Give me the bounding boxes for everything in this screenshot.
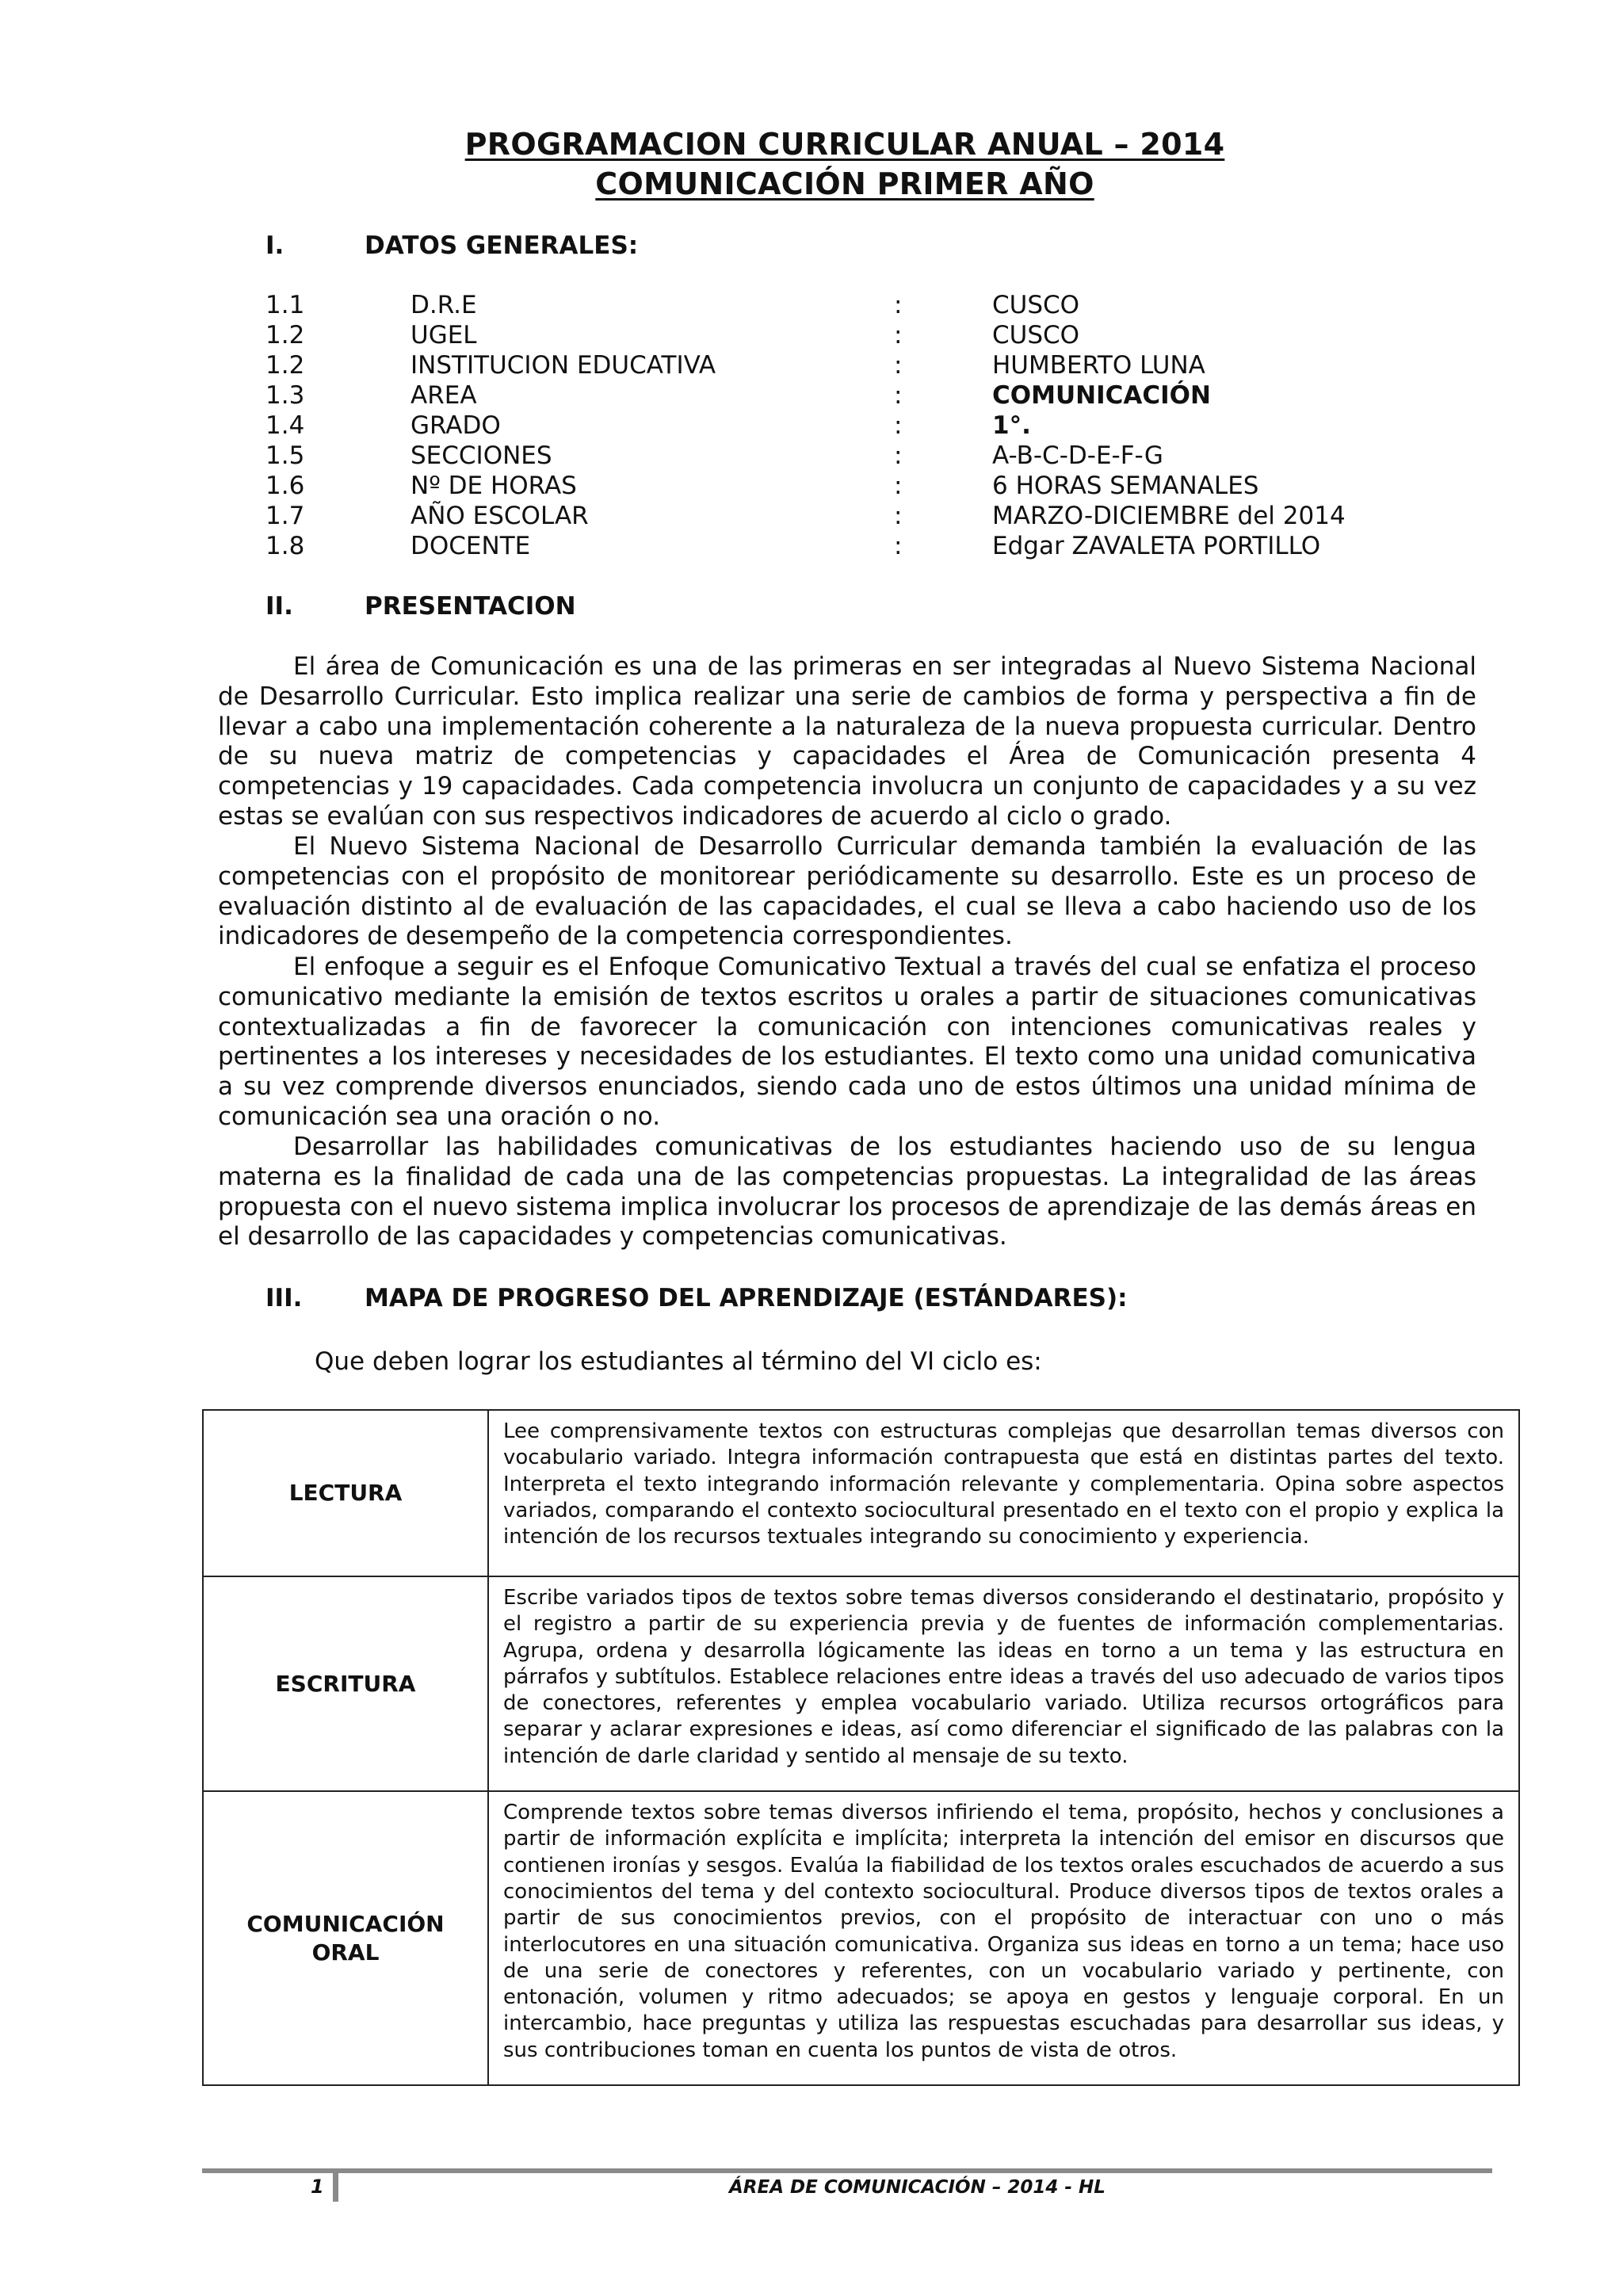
page-number: 1 (311, 2176, 324, 2198)
datos-number: 1.7 (265, 502, 305, 530)
datos-label: SECCIONES (411, 441, 552, 470)
datos-value: CUSCO (992, 321, 1080, 350)
datos-number: 1.4 (265, 411, 305, 440)
datos-label: INSTITUCION EDUCATIVA (411, 351, 716, 380)
datos-label: GRADO (411, 411, 501, 440)
datos-number: 1.6 (265, 472, 305, 500)
datos-number: 1.8 (265, 532, 305, 560)
section-number: III. (265, 1284, 303, 1312)
datos-value: CUSCO (992, 291, 1080, 319)
document-subtitle: COMUNICACIÓN PRIMER AÑO (595, 166, 1094, 201)
table-row (203, 1791, 1519, 2085)
footer-rule (202, 2168, 1492, 2173)
datos-value: 6 HORAS SEMANALES (992, 472, 1259, 500)
mapa-intro-text: Que deben lograr los estudiantes al término del VI ciclo es: (315, 1347, 1042, 1376)
datos-number: 1.2 (265, 351, 305, 380)
datos-label: UGEL (411, 321, 477, 350)
section-heading-mapa-progreso (0, 1284, 1623, 1316)
presentacion-paragraph: Desarrollar las habilidades comunicativas de los estudiantes haciendo uso de su lengua materna es la finalidad de cada una de las competencias propuestas. La integralidad de las áreas propuesta con el nuevo sistema implica involucrar los procesos de aprendizaje de las demás áreas en el desarrollo de las capacidades y competencias comunicativas. (218, 1133, 1476, 1251)
datos-value: HUMBERTO LUNA (992, 351, 1205, 380)
datos-row (0, 472, 1623, 502)
datos-row (0, 411, 1623, 441)
datos-colon: : (894, 502, 903, 530)
datos-colon: : (894, 441, 903, 470)
datos-value: 1°. (992, 411, 1031, 440)
section-heading-presentacion (0, 592, 1623, 624)
table-row (203, 1576, 1519, 1791)
section-heading-datos-generales (0, 231, 1623, 263)
datos-row (0, 291, 1623, 321)
presentacion-paragraph: El área de Comunicación es una de las primeras en ser integradas al Nuevo Sistema Nacional de Desarrollo Curricular. Esto implica realizar una serie de cambios de forma y perspectiva a fin de llevar a cabo una implementación coherente a la naturaleza de la nueva propuesta curricular. Dentro de su nueva matriz de competencias y capacidades el Área de Comunicación presenta 4 competencias y 19 capacidades. Cada competencia involucra un conjunto de capacidades y a su vez estas se evalúan con sus respectivos indicadores de acuerdo al ciclo o grado. (218, 652, 1476, 831)
datos-colon: : (894, 411, 903, 440)
datos-value: A-B-C-D-E-F-G (992, 441, 1163, 470)
section-title: DATOS GENERALES: (365, 231, 639, 260)
footer-separator (333, 2172, 338, 2202)
datos-label: AREA (411, 381, 477, 410)
section-number: II. (265, 592, 293, 621)
table-row (203, 1410, 1519, 1576)
datos-row (0, 381, 1623, 411)
footer-text: ÁREA DE COMUNICACIÓN – 2014 - HL (729, 2177, 1106, 2198)
table-description-cell: Comprende textos sobre temas diversos infiriendo el tema, propósito, hechos y conclusiones a partir de información explícita e implícita; interpreta la intención del emisor en discursos que contienen ironías y sesgos. Evalúa la fiabilidad de los textos orales escuchados de acuerdo a sus conocimientos del tema y del contexto sociocultural. Produce diversos tipos de textos orales a partir de sus conocimientos previos, con el propósito de interactuar con uno o más interlocutores en una situación comunicativa. Organiza sus ideas en torno a un tema; hace uso de una serie de conectores y referentes, con un vocabulario variado y pertinente, con entonación, volumen y ritmo adecuados; se apoya en gestos y lenguaje corporal. En un intercambio, hace preguntas y utiliza las respuestas escuchadas para desarrollar sus ideas, y sus contribuciones toman en cuenta los puntos de vista de otros. (488, 1791, 1519, 2085)
section-number: I. (265, 231, 285, 260)
datos-value: COMUNICACIÓN (992, 381, 1211, 410)
table-description-cell: Lee comprensivamente textos con estructuras complejas que desarrollan temas diversos con vocabulario variado. Integra información contrapuesta que está en distintas partes del texto. Interpreta el texto integrando información relevante y complementaria. Opina sobre aspectos variados, comparando el contexto sociocultural presentado en el texto con el propio y explica la intención de los recursos textuales integrando su conocimiento y experiencia. (488, 1410, 1519, 1576)
datos-colon: : (894, 532, 903, 560)
datos-number: 1.3 (265, 381, 305, 410)
datos-number: 1.2 (265, 321, 305, 350)
datos-number: 1.1 (265, 291, 305, 319)
datos-label: AÑO ESCOLAR (411, 502, 589, 530)
datos-row (0, 351, 1623, 381)
table-area-cell: LECTURA (203, 1410, 488, 1576)
datos-colon: : (894, 381, 903, 410)
datos-colon: : (894, 321, 903, 350)
section-title: MAPA DE PROGRESO DEL APRENDIZAJE (ESTÁNDARES): (365, 1284, 1128, 1312)
datos-row (0, 532, 1623, 562)
presentacion-paragraph: El Nuevo Sistema Nacional de Desarrollo Curricular demanda también la evaluación de las competencias con el propósito de monitorear periódicamente su desarrollo. Este es un proceso de evaluación distinto al de evaluación de las capacidades, el cual se lleva a cabo haciendo uso de los indicadores de desempeño de la competencia correspondientes. (218, 832, 1476, 951)
datos-colon: : (894, 291, 903, 319)
datos-row (0, 321, 1623, 351)
datos-value: Edgar ZAVALETA PORTILLO (992, 532, 1321, 560)
datos-number: 1.5 (265, 441, 305, 470)
datos-value: MARZO-DICIEMBRE del 2014 (992, 502, 1346, 530)
datos-label: D.R.E (411, 291, 477, 319)
datos-colon: : (894, 351, 903, 380)
datos-label: DOCENTE (411, 532, 531, 560)
datos-label: Nº DE HORAS (411, 472, 577, 500)
datos-row (0, 502, 1623, 532)
datos-row (0, 441, 1623, 472)
section-title: PRESENTACION (365, 592, 576, 621)
table-area-cell: COMUNICACIÓN ORAL (203, 1791, 488, 2085)
table-area-cell: ESCRITURA (203, 1576, 488, 1791)
datos-colon: : (894, 472, 903, 500)
estandares-table (202, 1409, 1520, 2086)
document-title: PROGRAMACION CURRICULAR ANUAL – 2014 (464, 127, 1225, 162)
table-description-cell: Escribe variados tipos de textos sobre temas diversos considerando el destinatario, propósito y el registro a partir de su experiencia previa y de fuentes de información complementarias. Agrupa, ordena y desarrolla lógicamente las ideas en torno a un tema y las estructura en párrafos y subtítulos. Establece relaciones entre ideas a través del uso adecuado de varios tipos de conectores, referentes y emplea vocabulario variado. Utiliza recursos ortográficos para separar y aclarar expresiones e ideas, así como diferenciar el significado de las palabras con la intención de darle claridad y sentido al mensaje de su texto. (488, 1576, 1519, 1791)
presentacion-paragraph: El enfoque a seguir es el Enfoque Comunicativo Textual a través del cual se enfatiza el proceso comunicativo mediante la emisión de textos escritos u orales a partir de situaciones comunicativas contextualizadas a fin de favorecer la comunicación con intenciones comunicativas reales y pertinentes a los intereses y necesidades de los estudiantes. El texto como una unidad comunicativa a su vez comprende diversos enunciados, siendo cada uno de estos últimos una unidad mínima de comunicación sea una oración o no. (218, 953, 1476, 1131)
